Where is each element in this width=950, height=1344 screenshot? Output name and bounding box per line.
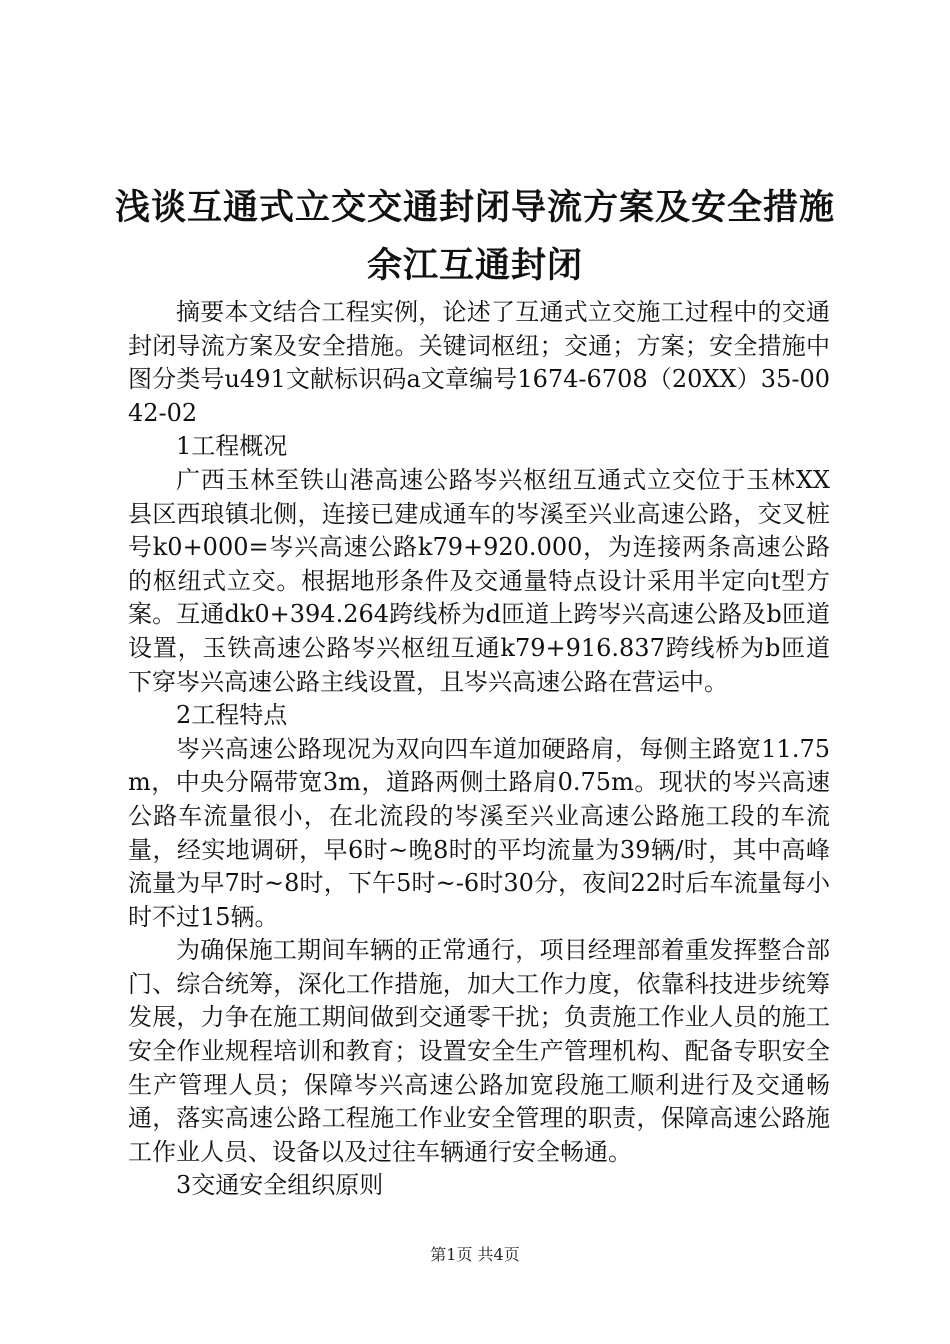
section-heading: 2工程特点 [176,701,288,730]
body-paragraph: 岑兴高速公路现况为双向四车道加硬路肩，每侧主路宽11.75m，中央分隔带宽3m，道路两侧土路肩0.75m。现状的岑兴高速公路车流量很小，在北流段的岑溪至兴业高速公路施工段的车流量，经实地调研，早6时~晚8时的平均流量为39辆/时，其中高峰流量为早7时~8时，下午5时~-6时30分，夜间22时后车流量每小时不过15辆。 [128,734,830,931]
abstract-paragraph: 摘要本文结合工程实例，论述了互通式立交施工过程中的交通封闭导流方案及安全措施。关键词枢纽；交通；方案；安全措施中图分类号u491文献标识码a文章编号1674-6708（20XX）35-0042-02 [128,298,830,427]
document-body [128,296,830,1203]
section-heading: 1工程概况 [176,432,288,461]
body-paragraph: 为确保施工期间车辆的正常通行，项目经理部着重发挥整合部门、综合统筹，深化工作措施，加大工作力度，依靠科技进步统筹发展，力争在施工期间做到交通零干扰；负责施工作业人员的施工安全作业规程培训和教育；设置安全生产管理机构、配备专职安全生产管理人员；保障岑兴高速公路加宽段施工顺利进行及交通畅通，落实高速公路工程施工作业安全管理的职责，保障高速公路施工作业人员、设备以及过往车辆通行安全畅通。 [128,936,830,1166]
section-heading: 3交通安全组织原则 [176,1171,384,1200]
document-title: 浅谈互通式立交交通封闭导流方案及安全措施 [114,187,835,228]
document-subtitle: 余江互通封闭 [366,245,583,286]
body-paragraph: 广西玉林至铁山港高速公路岑兴枢纽互通式立交位于玉林XX县区西琅镇北侧，连接已建成通车的岑溪至兴业高速公路，交叉桩号k0+000=岑兴高速公路k79+920.000，为连接两条高速公路的枢纽式立交。根据地形条件及交通量特点设计采用半定向t型方案。互通dk0+394.264跨线桥为d匝道上跨岑兴高速公路及b匝道设置，玉铁高速公路岑兴枢纽互通k79+916.837跨线桥为b匝道下穿岑兴高速公路主线设置，且岑兴高速公路在营运中。 [128,465,830,696]
page-footer: 第1页 共4页 [430,1245,520,1264]
